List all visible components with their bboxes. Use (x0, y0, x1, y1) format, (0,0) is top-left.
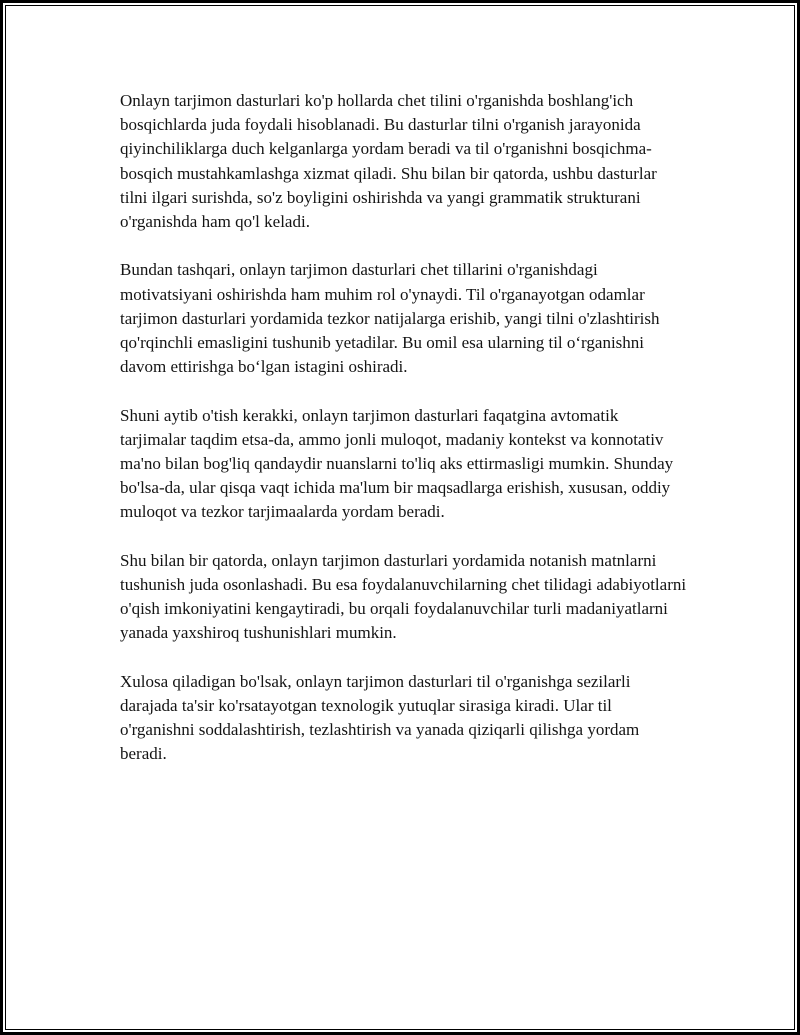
document-body (120, 89, 688, 791)
paragraph: Shuni aytib o'tish kerakki, onlayn tarjimon dasturlari faqatgina avtomatik tarjimalar taqdim etsa-da, ammo jonli muloqot, madaniy kontekst va konnotativ ma'no bilan bog'liq qandaydir nuanslarni to'liq aks ettirmasligi mumkin. Shunday bo'lsa-da, ular qisqa vaqt ichida ma'lum bir maqsadlarga erishish, xususan, oddiy muloqot va tezkor tarjimaalarda yordam beradi. (120, 405, 674, 522)
paragraph: Bundan tashqari, onlayn tarjimon dasturlari chet tillarini o'rganishdagi motivatsiyani oshirishda ham muhim rol o'ynaydi. Til o'rganayotgan odamlar tarjimon dasturlari yordamida tezkor natijalarga erishib, yangi tilni o'zlashtirish qo'rqinchli emasligini tushunib yetadilar. Bu omil esa ularning til o‘rganishni davom ettirishga bo‘lgan istagini oshiradi. (120, 260, 660, 377)
paragraph: Onlayn tarjimon dasturlari ko'p hollarda chet tilini o'rganishda boshlang'ich bosqichlarda juda foydali hisoblanadi. Bu dasturlar tilni o'rganish jarayonida qiyinchiliklarga duch kelganlarga yordam beradi va til o'rganishni bosqichma-bosqich mustahkamlashga xizmat qiladi. Shu bilan bir qatorda, ushbu dasturlar tilni ilgari surishda, so'z boyligini oshirishda va yangi grammatik strukturani o'rganishda ham qo'l keladi. (120, 91, 657, 232)
paragraph: Xulosa qiladigan bo'lsak, onlayn tarjimon dasturlari til o'rganishga sezilarli darajada ta'sir ko'rsatayotgan texnologik yutuqlar sirasiga kiradi. Ular til o'rganishni soddalashtirish, tezlashtirish va yanada qiziqarli qilishga yordam beradi. (120, 671, 640, 764)
paragraph: Shu bilan bir qatorda, onlayn tarjimon dasturlari yordamida notanish matnlarni tushunish juda osonlashadi. Bu esa foydalanuvchilarning chet tilidagi adabiyotlarni o'qish imkoniyatini kengaytiradi, bu orqali foydalanuvchilar turli madaniyatlarni yanada yaxshiroq tushunishlari mumkin. (120, 550, 687, 643)
